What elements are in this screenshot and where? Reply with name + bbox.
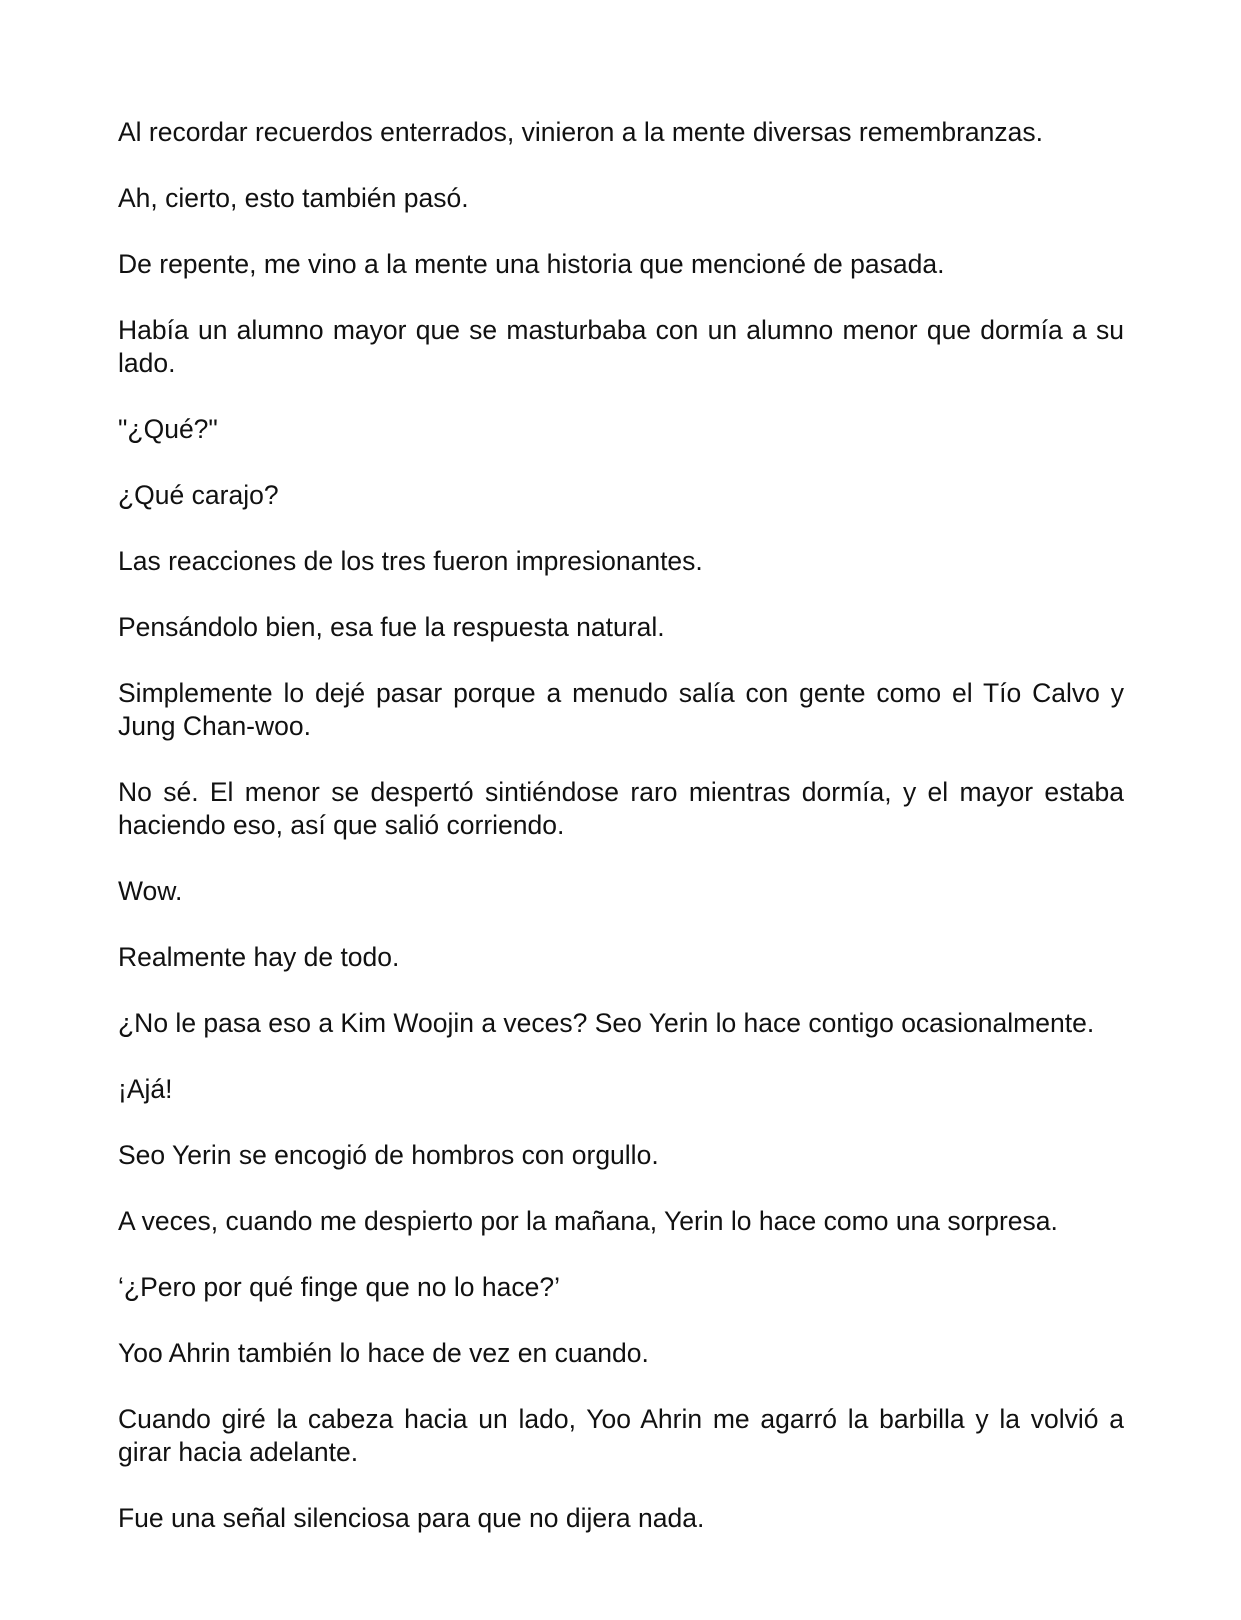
paragraph: Seo Yerin se encogió de hombros con orgullo. [118,1140,659,1170]
paragraph: "¿Qué?" [118,414,218,444]
paragraph: ¡Ajá! [118,1074,173,1104]
paragraph: No sé. El menor se despertó sintiéndose raro mientras dormía, y el mayor estaba haciendo eso, así que salió corriendo. [118,777,1124,840]
paragraph: Pensándolo bien, esa fue la respuesta natural. [118,612,665,642]
paragraph: ¿No le pasa eso a Kim Woojin a veces? Seo Yerin lo hace contigo ocasionalmente. [118,1008,1095,1038]
paragraph: Las reacciones de los tres fueron impresionantes. [118,546,703,576]
document-body [118,116,1124,1568]
paragraph: ‘¿Pero por qué finge que no lo hace?’ [118,1272,560,1302]
paragraph: Yoo Ahrin también lo hace de vez en cuando. [118,1338,649,1368]
paragraph: Realmente hay de todo. [118,942,400,972]
paragraph: ¿Qué carajo? [118,480,279,510]
paragraph: Al recordar recuerdos enterrados, vinieron a la mente diversas remembranzas. [118,117,1043,147]
paragraph: Había un alumno mayor que se masturbaba con un alumno menor que dormía a su lado. [118,315,1124,378]
paragraph: Wow. [118,876,183,906]
paragraph: Ah, cierto, esto también pasó. [118,183,469,213]
paragraph: A veces, cuando me despierto por la mañana, Yerin lo hace como una sorpresa. [118,1206,1058,1236]
paragraph: Cuando giré la cabeza hacia un lado, Yoo Ahrin me agarró la barbilla y la volvió a girar hacia adelante. [118,1404,1124,1467]
paragraph: De repente, me vino a la mente una historia que mencioné de pasada. [118,249,945,279]
paragraph: Fue una señal silenciosa para que no dijera nada. [118,1503,705,1533]
paragraph: Simplemente lo dejé pasar porque a menudo salía con gente como el Tío Calvo y Jung Chan-woo. [118,678,1124,741]
